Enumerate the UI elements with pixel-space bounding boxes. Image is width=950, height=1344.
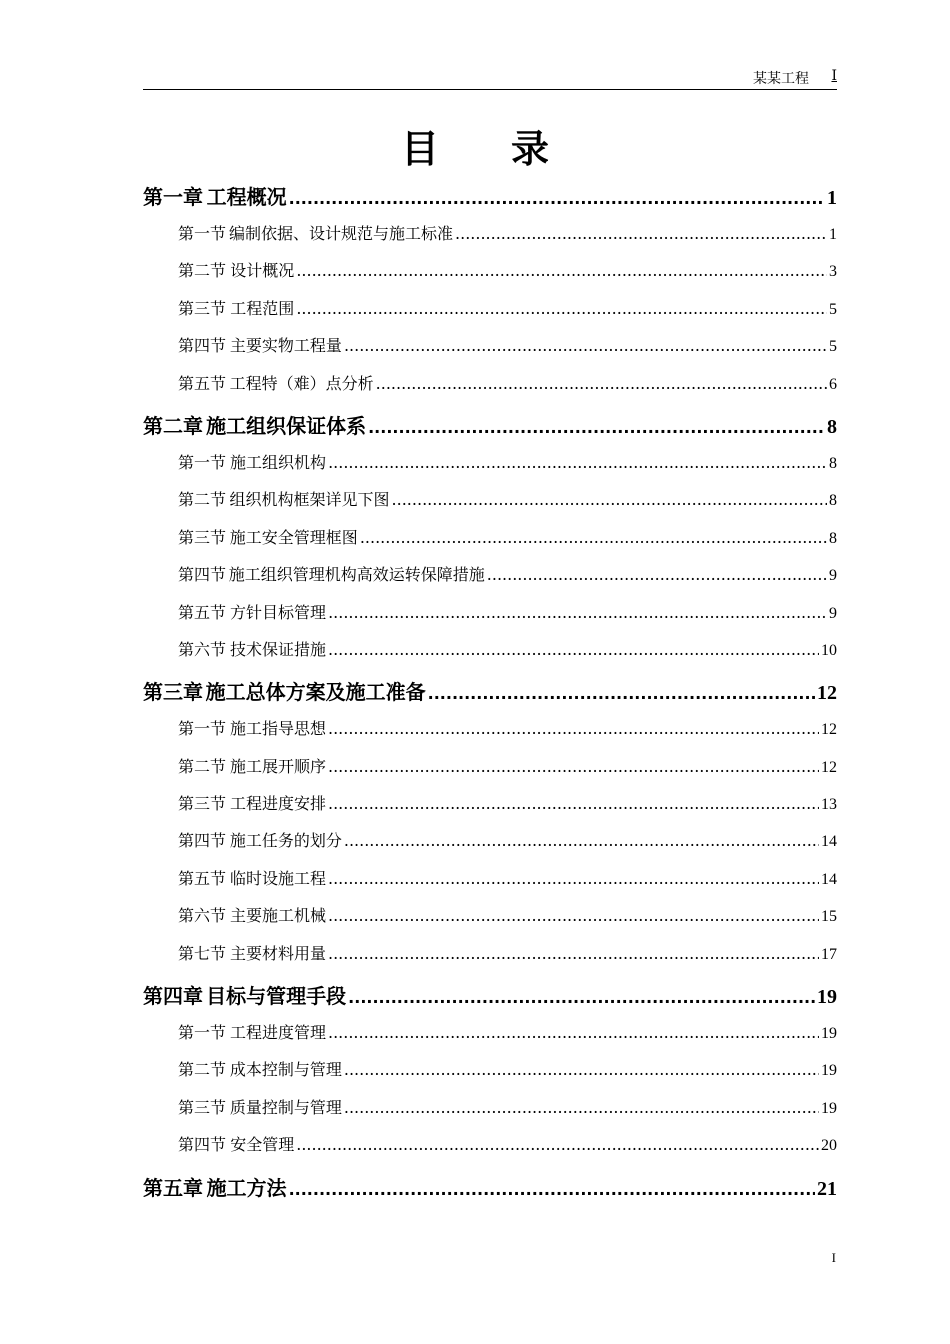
- toc-entry-page-number: 12: [821, 721, 837, 739]
- dot-leader: [289, 1172, 815, 1206]
- toc-chapter-entry[interactable]: [143, 978, 837, 1014]
- toc-entry-page-number: 1: [827, 187, 837, 209]
- toc-chapter-entry[interactable]: [143, 1170, 837, 1206]
- toc-section-entry[interactable]: [143, 365, 837, 402]
- dot-leader: [328, 710, 819, 747]
- dot-leader: [296, 252, 827, 289]
- toc-entry-label: 第七节: [178, 943, 227, 963]
- toc-section-entry[interactable]: [143, 252, 837, 289]
- header-title: 某某工程: [753, 71, 809, 87]
- toc-entry-page-number: 3: [829, 263, 837, 281]
- toc-entry-label: 第二章: [143, 413, 203, 438]
- dot-leader: [296, 1126, 819, 1163]
- toc-section-entry[interactable]: [143, 594, 837, 631]
- toc-entry-label: 第三节: [178, 794, 227, 814]
- toc-entry-title: 施工组织保证体系: [206, 413, 367, 438]
- toc-entry-page-number: 19: [821, 1062, 837, 1080]
- toc-entry-page-number: 19: [817, 986, 837, 1009]
- toc-entry-page-number: 8: [829, 492, 837, 510]
- toc-entry-page-number: 10: [821, 641, 837, 659]
- toc-entry-page-number: 5: [829, 300, 837, 318]
- toc-chapter-entry[interactable]: [143, 179, 837, 215]
- toc-entry-label: 第四节: [178, 831, 227, 851]
- toc-entry-page-number: 19: [821, 1025, 837, 1043]
- toc-section-entry[interactable]: [143, 897, 837, 934]
- toc-section-entry[interactable]: [143, 481, 837, 518]
- dot-leader: [487, 556, 827, 593]
- toc-entry-label: 第四节: [178, 336, 227, 356]
- toc-entry-page-number: 14: [821, 833, 837, 851]
- toc-entry-page-number: 8: [827, 415, 837, 438]
- toc-entry-title: 主要施工机械: [229, 906, 326, 926]
- toc-entry-page-number: 17: [821, 945, 837, 963]
- dot-leader: [376, 365, 827, 402]
- toc-entry-label: 第四章: [143, 984, 203, 1009]
- toc-entry-label: 第五节: [178, 602, 227, 622]
- toc-section-entry[interactable]: [143, 1051, 837, 1088]
- dot-leader: [328, 594, 827, 631]
- toc-entry-label: 第一章: [143, 185, 203, 209]
- dot-leader: [328, 631, 819, 668]
- toc-entry-page-number: 21: [817, 1177, 837, 1200]
- toc-section-entry[interactable]: [143, 748, 837, 785]
- dot-leader: [296, 290, 827, 327]
- dot-leader: [344, 822, 819, 859]
- header-page-number: I: [831, 68, 837, 84]
- toc-section-entry[interactable]: [143, 710, 837, 747]
- toc-entry-label: 第一节: [178, 719, 227, 739]
- toc-chapter-entry[interactable]: [143, 674, 837, 710]
- toc-entry-label: 第三节: [178, 298, 227, 318]
- toc-entry-label: 第二节: [178, 261, 227, 281]
- toc-section-entry[interactable]: [143, 785, 837, 822]
- toc-entry-page-number: 6: [829, 375, 837, 393]
- toc-entry-title: 施工组织机构: [230, 452, 327, 472]
- toc-section-entry[interactable]: [143, 556, 837, 593]
- toc-section-entry[interactable]: [143, 290, 837, 327]
- dot-leader: [328, 748, 819, 785]
- toc-entry-label: 第三节: [178, 1097, 227, 1117]
- dot-leader: [328, 1014, 819, 1051]
- toc-section-entry[interactable]: [143, 1089, 837, 1126]
- toc-entry-label: 第五节: [178, 868, 227, 888]
- dot-leader: [328, 860, 819, 897]
- toc-chapter-entry[interactable]: [143, 408, 837, 444]
- toc-entry-page-number: 12: [821, 758, 837, 776]
- toc-entry-page-number: 1: [829, 226, 837, 243]
- toc-entry-title: 组织机构框架详见下图: [229, 490, 390, 510]
- toc-entry-title: 主要材料用量: [229, 943, 326, 963]
- dot-leader: [328, 785, 819, 822]
- toc-entry-title: 目标与管理手段: [206, 984, 347, 1009]
- toc-entry-label: 第一节: [178, 452, 227, 472]
- toc-entry-title: 工程概况: [206, 185, 287, 209]
- dot-leader: [344, 1051, 819, 1088]
- toc-entry-title: 施工任务的划分: [229, 831, 342, 851]
- toc-section-entry[interactable]: [143, 215, 837, 252]
- toc-entry-title: 施工组织管理机构高效运转保障措施: [228, 565, 485, 585]
- toc-entry-page-number: 13: [821, 796, 837, 814]
- toc-section-entry[interactable]: [143, 519, 837, 556]
- toc-entry-label: 第三章: [143, 680, 203, 705]
- toc-title: 目录: [400, 127, 621, 171]
- toc-section-entry[interactable]: [143, 935, 837, 972]
- toc-section-entry[interactable]: [143, 1014, 837, 1051]
- toc-entry-page-number: 8: [829, 454, 837, 472]
- toc-section-entry[interactable]: [143, 822, 837, 859]
- toc-entry-title: 工程范围: [230, 298, 295, 318]
- toc-entry-label: 第二节: [178, 1060, 227, 1080]
- toc-section-entry[interactable]: [143, 860, 837, 897]
- toc-entry-page-number: 20: [821, 1137, 837, 1155]
- dot-leader: [344, 327, 827, 364]
- toc-entry-label: 第五节: [178, 373, 227, 393]
- toc-entry-title: 施工指导思想: [229, 719, 326, 739]
- toc-entry-title: 质量控制与管理: [229, 1097, 342, 1117]
- toc-entry-label: 第六节: [178, 639, 227, 659]
- toc-entry-title: 成本控制与管理: [229, 1060, 342, 1080]
- toc-entry-page-number: 9: [829, 604, 837, 622]
- toc-entry-title: 施工总体方案及施工准备: [205, 680, 426, 705]
- toc-entry-label: 第一节: [178, 224, 227, 243]
- page-header: [143, 62, 837, 90]
- toc-entry-label: 第五章: [143, 1175, 203, 1200]
- toc-entry-page-number: 8: [829, 529, 837, 547]
- dot-leader: [328, 935, 819, 972]
- toc-entry-label: 第二节: [178, 756, 227, 776]
- toc-entry-page-number: 15: [821, 908, 837, 926]
- toc-section-entry[interactable]: [143, 444, 837, 481]
- table-of-contents: [143, 173, 837, 1206]
- toc-entry-title: 设计概况: [230, 261, 295, 281]
- toc-entry-title: 安全管理: [230, 1135, 295, 1155]
- toc-entry-title: 工程进度安排: [229, 794, 326, 814]
- toc-entry-label: 第二节: [178, 490, 227, 510]
- toc-entry-label: 第一节: [178, 1023, 227, 1043]
- footer-page-number: I: [831, 1250, 836, 1265]
- toc-section-entry[interactable]: [143, 327, 837, 364]
- toc-entry-page-number: 19: [821, 1099, 837, 1117]
- toc-entry-label: 第四节: [178, 1135, 227, 1155]
- toc-entry-title: 临时设施工程: [229, 868, 326, 888]
- toc-entry-title: 主要实物工程量: [229, 336, 342, 356]
- toc-entry-title: 施工安全管理框图: [229, 527, 358, 547]
- toc-entry-label: 第四节: [178, 565, 227, 585]
- dot-leader: [328, 444, 827, 481]
- toc-entry-label: 第三节: [178, 527, 227, 547]
- dot-leader: [455, 215, 827, 252]
- toc-entry-label: 第六节: [178, 906, 227, 926]
- toc-entry-title: 编制依据、设计规范与施工标准: [229, 224, 454, 243]
- dot-leader: [368, 410, 825, 444]
- dot-leader: [344, 1089, 819, 1126]
- toc-entry-page-number: 9: [829, 567, 837, 585]
- toc-entry-title: 施工展开顺序: [229, 756, 326, 776]
- dot-leader: [328, 897, 819, 934]
- toc-entry-page-number: 5: [829, 338, 837, 356]
- dot-leader: [428, 676, 815, 710]
- dot-leader: [360, 519, 827, 556]
- toc-entry-page-number: 12: [817, 682, 837, 705]
- toc-entry-title: 方针目标管理: [230, 602, 327, 622]
- toc-section-entry[interactable]: [143, 631, 837, 668]
- toc-entry-title: 工程特（难）点分析: [229, 373, 374, 393]
- dot-leader: [289, 181, 825, 215]
- toc-section-entry[interactable]: [143, 1126, 837, 1163]
- toc-entry-title: 施工方法: [206, 1175, 287, 1200]
- toc-entry-page-number: 14: [821, 870, 837, 888]
- dot-leader: [392, 481, 827, 518]
- toc-entry-title: 技术保证措施: [229, 639, 326, 659]
- dot-leader: [348, 980, 815, 1014]
- toc-entry-title: 工程进度管理: [229, 1023, 326, 1043]
